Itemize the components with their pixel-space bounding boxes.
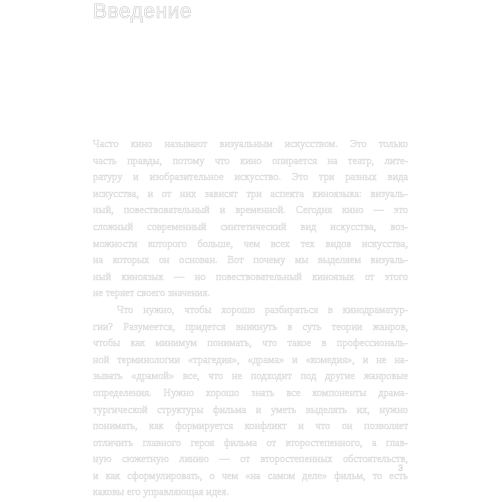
text-line: Что нужно, чтобы хорошо разбираться в кинодраматур- (117, 304, 408, 316)
text-line: и как сформулировать, о чем «на самом деле» фильм, то есть (93, 470, 408, 482)
text-line: понимать, как формируется конфликт и что он позволяет (93, 421, 408, 433)
text-line: чтобы как минимум понимать, что такое в профессиональ- (93, 338, 408, 350)
text-line: ный, повествовательный и временной. Сегодня кино — это (93, 205, 408, 217)
chapter-title: Введение (93, 0, 193, 23)
text-line: можности которого больше, чем всех тех видов искусства, (93, 238, 408, 250)
text-line: ной терминологии «трагедия», «драма» и «комедия», и не на- (93, 354, 408, 366)
text-line: искусства, и от них зависят три аспекта киноязыка: визуаль- (93, 188, 408, 200)
text-line: не теряет своего значения. (93, 288, 211, 300)
text-line: ратуру и изобразительное искусство. Это три разных вида (93, 172, 408, 184)
text-line: определения. Нужно хорошо знать все компоненты драма- (93, 387, 408, 399)
text-line: часть правды, потому что кино опирается на театр, лите- (93, 155, 408, 167)
text-line: на которых он основан. Вот почему мы выделяем визуаль- (93, 255, 408, 267)
text-line: ную сюжетную линию — от второстепенных обстоятельств, (93, 454, 408, 466)
page-number: 3 (398, 463, 404, 473)
text-line: гии? Разумеется, придется вникнуть в суть теории жанров, (93, 321, 408, 333)
text-line: Часто кино называют визуальным искусством. Это только (93, 139, 408, 150)
text-line: ный киноязык — но повествовательный киноязык от этого (93, 271, 408, 283)
text-line: тургической структуры фильма и уметь выделять их, нужно (93, 404, 408, 416)
text-line: сложный современный синтетический вид искусства, воз- (93, 221, 408, 233)
text-line: каковы его управляющая идея. (93, 487, 229, 499)
body-text (93, 137, 408, 502)
text-line: отличить главного героя фильма от второстепенного, а глав- (93, 437, 408, 449)
text-line: зывать «драмой» все, что не подходит под другие жанровые (93, 371, 408, 383)
